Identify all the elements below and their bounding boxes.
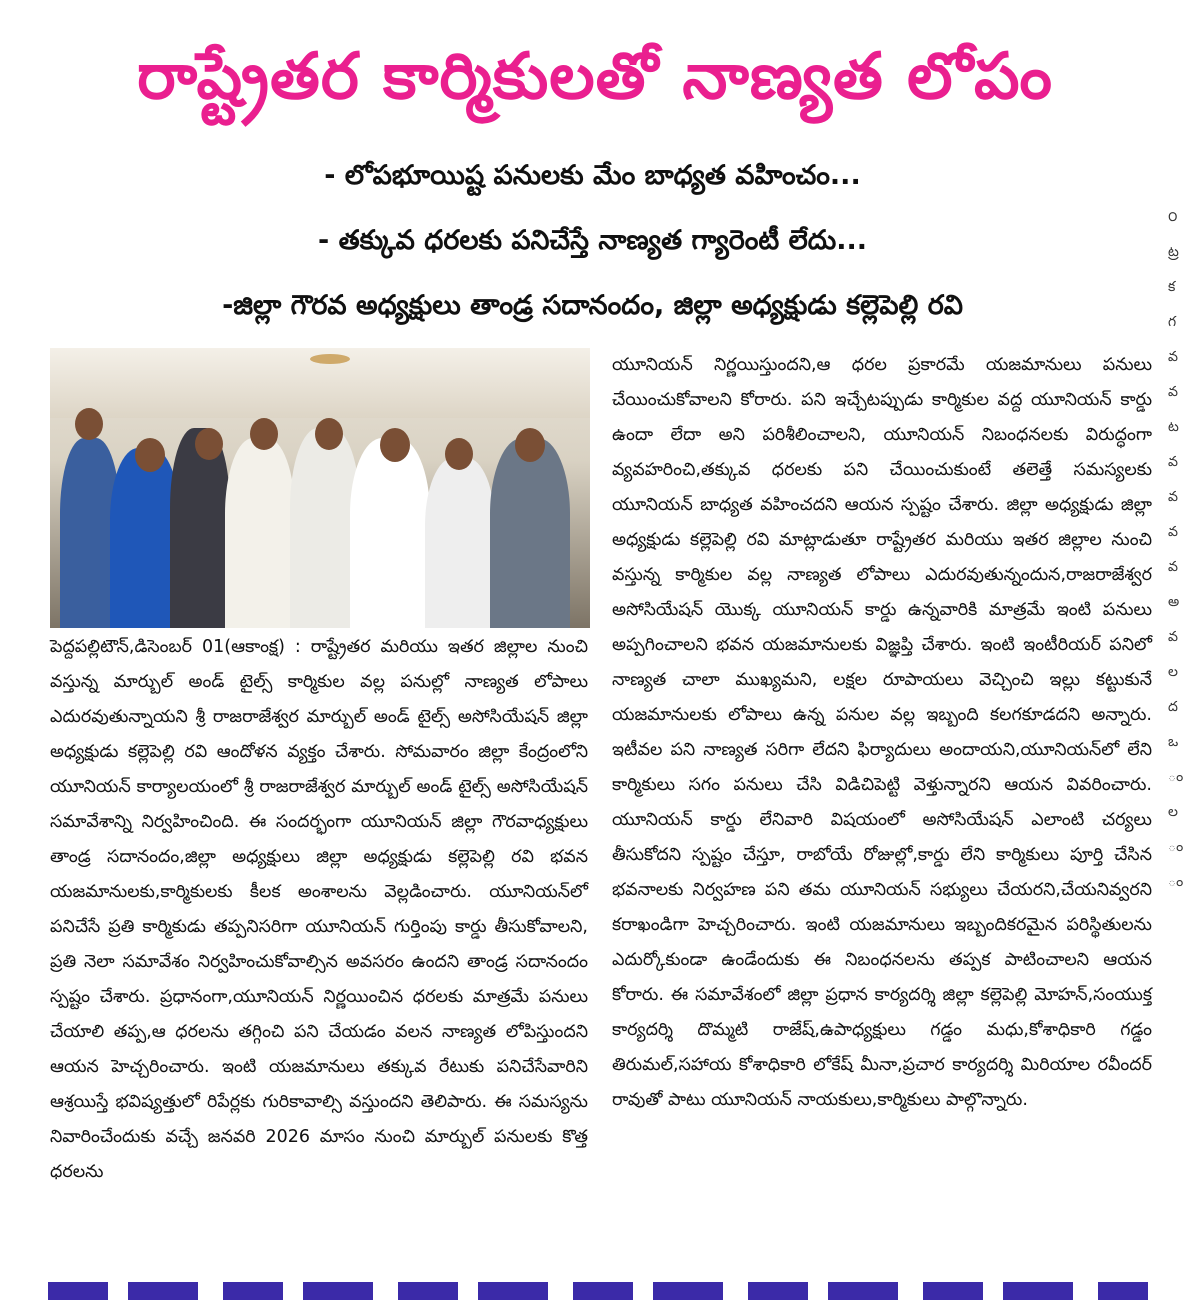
photo-head: [380, 428, 410, 462]
photo-person: [425, 458, 495, 628]
group-photo: [50, 348, 590, 628]
subhead-1: - లోపభూయిష్ట పనులకు మేం బాధ్యత వహించం...: [324, 160, 861, 191]
photo-lamp: [310, 354, 350, 364]
article-column-left: [50, 630, 588, 1190]
article-text-left: పెద్దపల్లిటౌన్,డిసెంబర్ 01(ఆకాంక్ష) : రాష్ట్రేతర మరియు ఇతర జిల్లాల నుంచి వస్తున్న మార్బుల్ అండ్ టైల్స్ కార్మికుల వల్ల పనుల్లో నాణ్యత లోపాలు ఎదురవుతున్నాయని శ్రీ రాజరాజేశ్వర మార్బుల్ అండ్ టైల్స్ అసోసియేషన్ జిల్లా అధ్యక్షుడు కల్లెపెల్లి రవి ఆందోళన వ్యక్తం చేశారు. సోమవారం జిల్లా కేంద్రంలోని యూనియన్ కార్యాలయంలో శ్రీ రాజరాజేశ్వర మార్బుల్ అండ్ టైల్స్ అసోసియేషన్ సమావేశాన్ని నిర్వహించింది. ఈ సందర్భంగా యూనియన్ జిల్లా గౌరవాధ్యక్షులు తాండ్ర సదానందం,జిల్లా అధ్యక్షులు జిల్లా అధ్యక్షుడు కల్లెపెల్లి రవి భవన యజమానులకు,కార్మికులకు కీలక అంశాలను వెల్లడించారు. యూనియన్‌లో పనిచేసే ప్రతి కార్మికుడు తప్పనిసరిగా యూనియన్ గుర్తింపు కార్డు తీసుకోవాలని, ప్రతి నెలా సమావేశం నిర్వహించుకోవాల్సిన అవసరం ఉందని తాండ్ర సదానందం స్పష్టం చేశారు. ప్రధానంగా,యూనియన్ నిర్ణయించిన ధరలకు మాత్రమే పనులు చేయాలి తప్ప,ఆ ధరలను తగ్గించి పని చేయడం వలన నాణ్యత లోపిస్తుందని ఆయన హెచ్చరించారు. ఇంటి యజమానులు తక్కువ రేటుకు పనిచేసేవారిని ఆశ్రయిస్తే భవిష్యత్తులో రిపేర్లకు గురికావాల్సి వస్తుందని తెలిపారు. ఈ సమస్యను నివారించేందుకు వచ్చే జనవరి 2026 మాసం నుంచి మార్బుల్ పనులకు కొత్త ధరలను: [50, 637, 588, 1182]
photo-head: [515, 428, 545, 462]
photo-head: [445, 438, 473, 470]
photo-head: [250, 418, 278, 450]
photo-head: [195, 428, 223, 460]
photo-person: [225, 438, 295, 628]
photo-head: [315, 418, 343, 450]
article-text-right: యూనియన్ నిర్ణయిస్తుందని,ఆ ధరల ప్రకారమే యజమానులు పనులు చేయించుకోవాలని కోరారు. పని ఇచ్చేటప్పుడు కార్మికుల వద్ద యూనియన్ కార్డు ఉందా లేదా అని పరిశీలించాలని, యూనియన్ నిబంధనలకు విరుద్ధంగా వ్యవహరించి,తక్కువ ధరలకు పని చేయించుకుంటే తలెత్తే సమస్యలకు యూనియన్ బాధ్యత వహించదని ఆయన స్పష్టం చేశారు. జిల్లా అధ్యక్షుడు జిల్లా అధ్యక్షుడు కల్లెపెల్లి రవి మాట్లాడుతూ రాష్ట్రేతర మరియు ఇతర జిల్లాల నుంచి వస్తున్న కార్మికుల వల్ల నాణ్యత లోపాలు ఎదురవుతున్నందున,రాజరాజేశ్వర అసోసియేషన్ యొక్క యూనియన్ కార్డు ఉన్నవారికి మాత్రమే ఇంటి పనులు అప్పగించాలని భవన యజమానులకు విజ్ఞప్తి చేశారు. ఇంటి ఇంటీరియర్ పనిలో నాణ్యత చాలా ముఖ్యమని, లక్షల రూపాయలు వెచ్చించి ఇల్లు కట్టుకునే యజమానులకు లోపాలు ఉన్న పనుల వల్ల ఇబ్బంది కలగకూడదని అన్నారు. ఇటీవల పని నాణ్యత సరిగా లేదని ఫిర్యాదులు అందాయని,యూనియన్‌లో లేని కార్మికులు సగం పనులు చేసి విడిచిపెట్టి వెళ్తున్నారని ఆయన వివరించారు. యూనియన్ కార్డు లేనివారి విషయంలో అసోసియేషన్ ఎలాంటి చర్యలు తీసుకోదని స్పష్టం చేస్తూ, రాబోయే రోజుల్లో,కార్డు లేని కార్మికులు పూర్తి చేసిన భవనాలకు నిర్వహణ పని తమ యూనియన్ సభ్యులు చేయరని,చేయనివ్వరని కరాఖండిగా హెచ్చరించారు. ఇంటి యజమానులు ఇబ్బందికరమైన పరిస్థితులను ఎదుర్కోకుండా ఉండేందుకు ఈ నిబంధనలను తప్పక పాటించాలని ఆయన కోరారు. ఈ సమావేశంలో జిల్లా ప్రధాన కార్యదర్శి జిల్లా కల్లెపెల్లి మోహన్,సంయుక్త కార్యదర్శి దొమ్మటి రాజేష్,ఉపాధ్యక్షులు గడ్డం మధు,కోశాధికారి గడ్డం తిరుమల్,సహాయ కోశాధికారి లోకేష్ మీనా,ప్రచార కార్యదర్శి మిరియాల రవీందర్ రావుతో పాటు యూనియన్ నాయకులు,కార్మికులు పాల్గొన్నారు.: [612, 355, 1152, 1110]
adjacent-article-edge: ౦ ట్ర క గ వ వ ట వ వ వ వ అ వ ల ద ఒ ం ల ం ం: [1168, 209, 1184, 890]
photo-person: [490, 438, 570, 628]
article-column-right: [612, 348, 1152, 1118]
headline: రాష్ట్రేతర కార్మికులతో నాణ్యత లోపం: [137, 40, 1053, 114]
photo-person: [350, 438, 430, 628]
photo-head: [135, 438, 165, 472]
next-article-headline: [48, 1282, 1148, 1300]
subhead-3: -జిల్లా గౌరవ అధ్యక్షులు తాండ్ర సదానందం, జిల్లా అధ్యక్షుడు కల్లెపెల్లి రవి: [222, 290, 963, 321]
photo-person: [170, 428, 230, 628]
photo-head: [75, 408, 103, 440]
subhead-2: - తక్కువ ధరలకు పనిచేస్తే నాణ్యత గ్యారెంటీ లేదు...: [318, 225, 867, 256]
